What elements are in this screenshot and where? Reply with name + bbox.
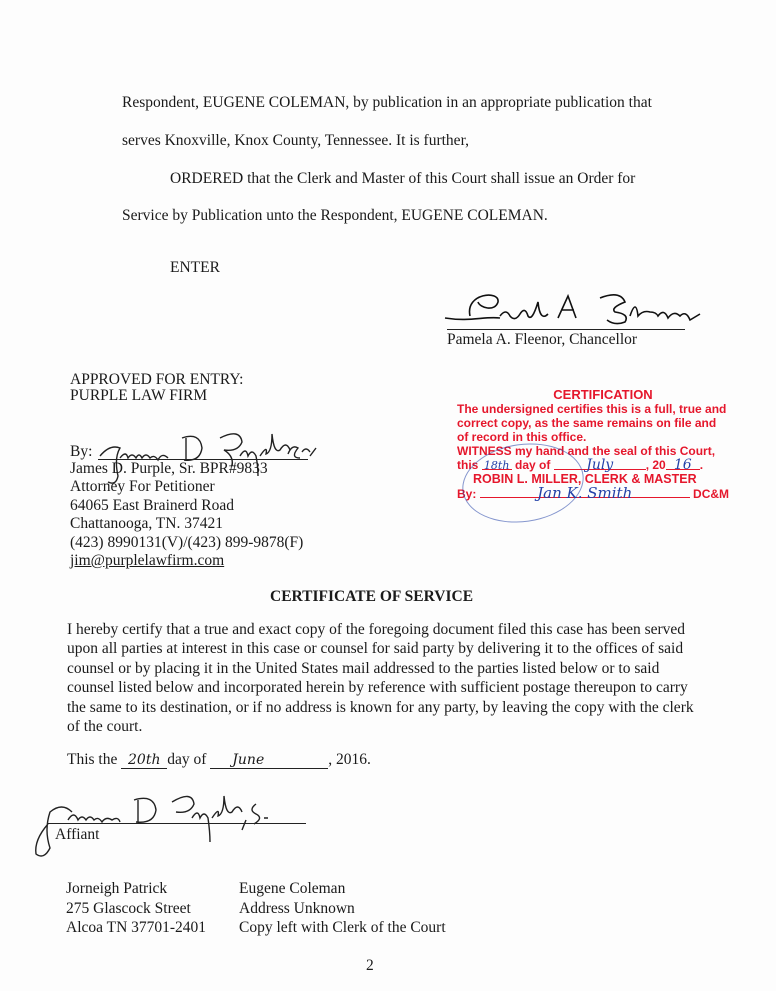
order-text-line-2: serves Knoxville, Knox County, Tennessee. It is further,	[122, 132, 469, 149]
month-value: June	[210, 752, 328, 769]
recipient-1-street: 275 Glascock Street	[66, 899, 191, 917]
stamp-line-1: The undersigned certifies this is a full, true and	[457, 402, 727, 416]
stamp-clerk-line: ROBIN L. MILLER, CLERK & MASTER	[473, 472, 697, 486]
judge-name-title: Pamela A. Fleenor, Chancellor	[447, 331, 638, 348]
recipient-2	[239, 879, 446, 938]
stamp-day-value: 18th	[483, 459, 510, 472]
stamp-year-value: 16	[673, 457, 692, 473]
page-number: 2	[366, 957, 374, 974]
firm-street: 64065 East Brainerd Road	[70, 497, 235, 514]
year-suffix: , 2016.	[328, 751, 371, 768]
recipient-2-name: Eugene Coleman	[239, 880, 346, 897]
enter-label: ENTER	[170, 259, 220, 276]
stamp-deputy-signature: Jan K. Smith	[537, 484, 633, 502]
affiant-signature	[32, 790, 312, 860]
stamp-line-3: of record in this office.	[457, 430, 587, 444]
cos-paragraph: I hereby certify that a true and exact copy of the foregoing document filed this case has been served upon all parties at interest in this case or counsel for said party by delivering it to the offices of said counsel or by placing it in the United States mail addressed to the parties listed below or to said counsel listed below and incorporated herein by reference with sufficient postage thereupon to carry the same to its destination, or if no address is known for any party, by leaving the copy with the clerk of the court.	[67, 621, 694, 736]
date-prefix: This the	[67, 751, 118, 768]
day-value: 20th	[121, 752, 167, 769]
cos-heading: CERTIFICATE OF SERVICE	[270, 588, 474, 605]
stamp-month-value: July	[586, 457, 614, 473]
attorney-name: James D. Purple, Sr. BPR#9833	[70, 460, 268, 477]
stamp-year-prefix: , 20	[645, 458, 666, 472]
stamp-line-2: correct copy, as the same remains on file and	[457, 416, 717, 430]
order-text-line-4: Service by Publication unto the Respondent, EUGENE COLEMAN.	[122, 207, 548, 224]
judge-signature-line	[447, 329, 685, 330]
firm-name: PURPLE LAW FIRM	[70, 387, 208, 404]
judge-signature	[440, 288, 710, 328]
stamp-day-of-label: day of	[515, 458, 551, 472]
stamp-date-row: this 18th day of July , 20 16 .	[457, 457, 704, 473]
affiant-label: Affiant	[55, 826, 100, 843]
stamp-by-label: By:	[457, 487, 477, 501]
affiant-signature-line	[48, 823, 306, 824]
cos-date-line	[67, 751, 371, 769]
day-of-label: day of	[167, 751, 207, 768]
stamp-line-4: WITNESS my hand and the seal of this Court,	[457, 444, 716, 458]
firm-city: Chattanooga, TN. 37421	[70, 515, 223, 532]
recipient-2-note: Copy left with Clerk of the Court	[239, 919, 446, 936]
recipient-2-address: Address Unknown	[239, 899, 355, 917]
recipient-1	[66, 879, 206, 938]
firm-phone: (423) 8990131(V)/(423) 899-9878(F)	[70, 534, 304, 551]
stamp-title: CERTIFICATION	[553, 387, 653, 402]
firm-email-link[interactable]: jim@purplelawfirm.com	[70, 552, 225, 569]
recipient-1-name: Jorneigh Patrick	[66, 880, 168, 897]
attorney-role: Attorney For Petitioner	[70, 478, 215, 495]
stamp-deputy-suffix: DC&M	[693, 487, 730, 501]
recipient-1-city: Alcoa TN 37701-2401	[66, 919, 207, 936]
approval-heading: APPROVED FOR ENTRY:	[70, 371, 244, 388]
order-text-line-3: ORDERED that the Clerk and Master of this Court shall issue an Order for	[170, 170, 636, 187]
order-text-line-1: Respondent, EUGENE COLEMAN, by publication in an appropriate publication that	[122, 94, 652, 111]
by-label: By:	[70, 443, 93, 460]
stamp-this-label: this	[457, 458, 479, 472]
